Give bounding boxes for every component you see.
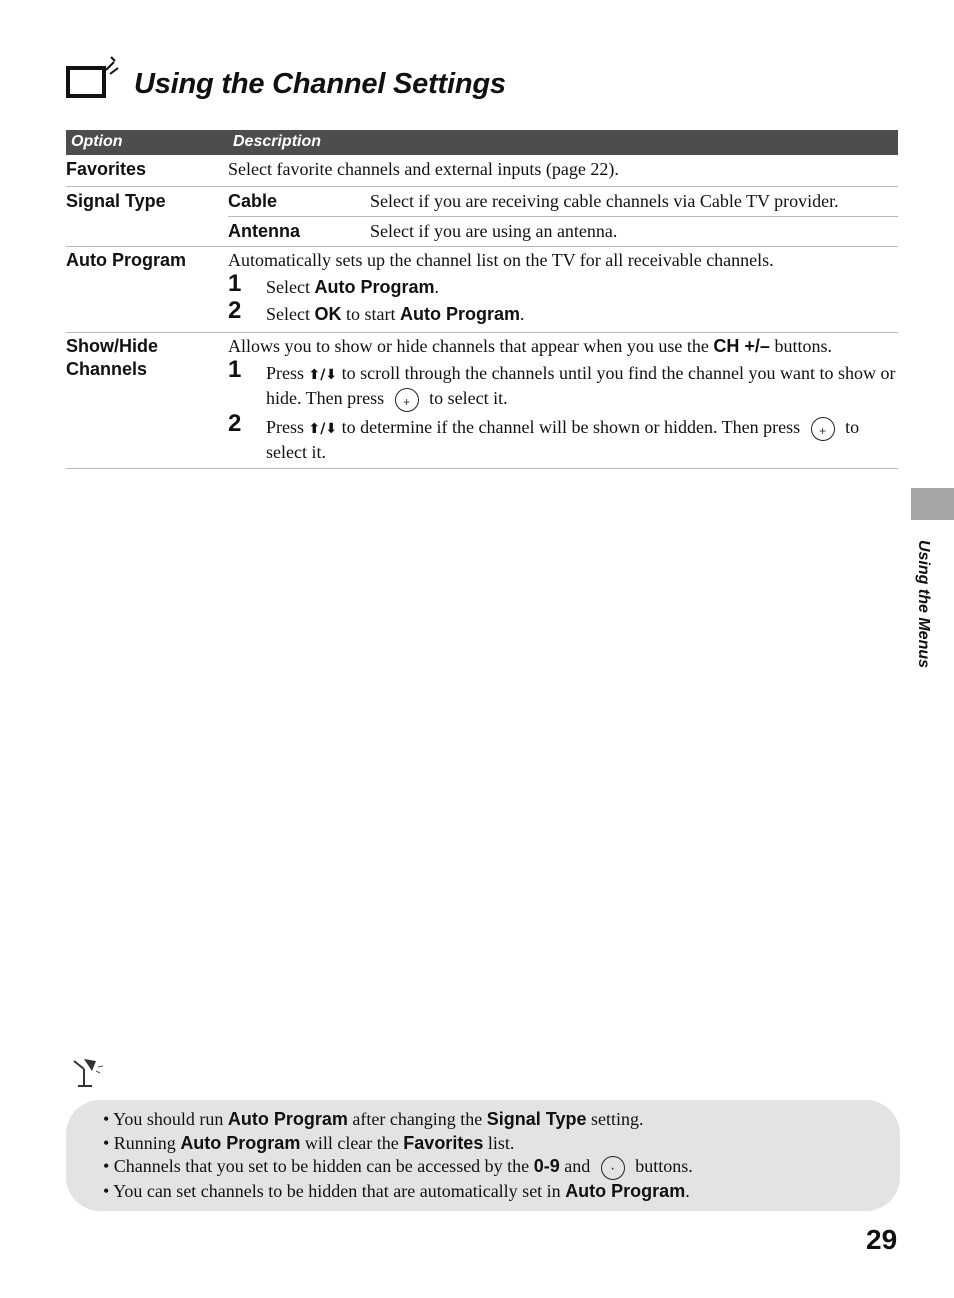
cable-text: Select if you are receiving cable channels via Cable TV provider. [370, 191, 839, 211]
desc-text: Allows you to show or hide channels that appear when you use the [228, 336, 714, 356]
dot-button-icon [601, 1156, 625, 1180]
tip-bold: Auto Program [180, 1132, 301, 1153]
tip-text: will clear the [300, 1132, 404, 1153]
tip-bold: 0-9 [533, 1156, 560, 1176]
option-label-line: Channels [66, 359, 148, 379]
page-number: 29 [866, 1224, 898, 1255]
tip-text: • You can set channels to be hidden that are automatically set in [103, 1180, 566, 1201]
show-hide-step-2 [228, 409, 898, 464]
show-hide-description [228, 333, 898, 468]
tip-item [103, 1155, 693, 1180]
signal-type-antenna [228, 217, 898, 246]
cable-label: Cable [228, 191, 278, 211]
step-number: 2 [228, 297, 242, 324]
tip-item [103, 1108, 693, 1132]
section-tab [911, 488, 954, 520]
table-row-show-hide [66, 333, 898, 469]
tip-item [103, 1180, 693, 1204]
select-button-icon [811, 417, 835, 441]
step-text: to determine if the channel will be shown or hidden. Then press [337, 416, 805, 437]
step-number: 1 [228, 356, 242, 383]
tip-text: • Channels that you set to be hidden can be accessed by the [103, 1156, 534, 1176]
table-row-favorites [66, 155, 898, 187]
show-hide-summary [228, 335, 898, 358]
auto-program-step-1 [228, 270, 898, 299]
tip-item [103, 1132, 693, 1156]
page-title: Using the Channel Settings [134, 68, 506, 100]
desc-text: buttons. [769, 336, 832, 356]
step-number: 1 [228, 270, 242, 297]
channel-settings-table [66, 130, 898, 469]
header-description: Description [233, 133, 322, 150]
signal-type-cable [228, 187, 898, 217]
step-text: to select it. [424, 388, 508, 408]
tip-text: list. [483, 1132, 515, 1153]
tip-text: • You should run [103, 1109, 228, 1129]
step-text: . [434, 277, 439, 297]
tip-text: • Running [103, 1132, 181, 1153]
step-bold: Auto Program [314, 277, 435, 297]
table-row-signal-type [66, 187, 898, 247]
step-text: . [520, 304, 525, 324]
tip-text: . [685, 1180, 690, 1201]
section-label: Using the Menus [915, 540, 932, 669]
favorites-description: Select favorite channels and external inputs (page 22). [228, 159, 619, 179]
step-text: to start [341, 304, 400, 324]
option-signal-type: Signal Type [66, 191, 166, 211]
tips-box [66, 1100, 900, 1211]
option-auto-program: Auto Program [66, 250, 187, 270]
auto-program-summary: Automatically sets up the channel list on the TV for all receivable channels. [228, 250, 774, 270]
step-text: to scroll through the channels until you find the channel you want to show or hide. Then press [266, 363, 896, 408]
step-number: 2 [228, 409, 242, 437]
up-down-arrow-icon: ⬆/⬇ [308, 367, 338, 383]
table-header [66, 130, 898, 155]
auto-program-description [228, 247, 898, 332]
tip-text: and [559, 1156, 595, 1176]
step-text: Select [266, 304, 315, 324]
step-bold: OK [314, 304, 342, 324]
auto-program-step-2 [228, 297, 898, 326]
tip-text: setting. [586, 1109, 644, 1129]
tv-settings-icon [66, 56, 126, 104]
desc-bold: CH +/– [713, 336, 770, 356]
table-row-auto-program [66, 247, 898, 333]
tip-bold: Auto Program [565, 1180, 686, 1201]
step-text: Press [266, 416, 309, 437]
up-down-arrow-icon: ⬆/⬇ [308, 420, 338, 437]
antenna-label: Antenna [228, 221, 300, 241]
option-favorites: Favorites [66, 159, 147, 179]
select-button-icon [395, 388, 419, 412]
antenna-text: Select if you are using an antenna. [370, 221, 618, 241]
tip-text: after changing the [347, 1109, 487, 1129]
show-hide-step-1 [228, 356, 898, 412]
tips-list [103, 1108, 693, 1203]
tip-bold: Signal Type [486, 1109, 587, 1129]
tip-text: buttons. [630, 1156, 693, 1176]
option-show-hide-channels [66, 335, 221, 381]
tip-bold: Auto Program [227, 1109, 348, 1129]
step-text: Select [266, 277, 315, 297]
step-bold: Auto Program [399, 304, 520, 324]
option-label-line: Show/Hide [66, 336, 159, 356]
tips-lamp-icon [70, 1055, 110, 1091]
header-option: Option [71, 133, 123, 150]
step-text: Press [266, 363, 309, 383]
tip-bold: Favorites [403, 1132, 484, 1153]
step-text: to select it. [266, 416, 860, 462]
